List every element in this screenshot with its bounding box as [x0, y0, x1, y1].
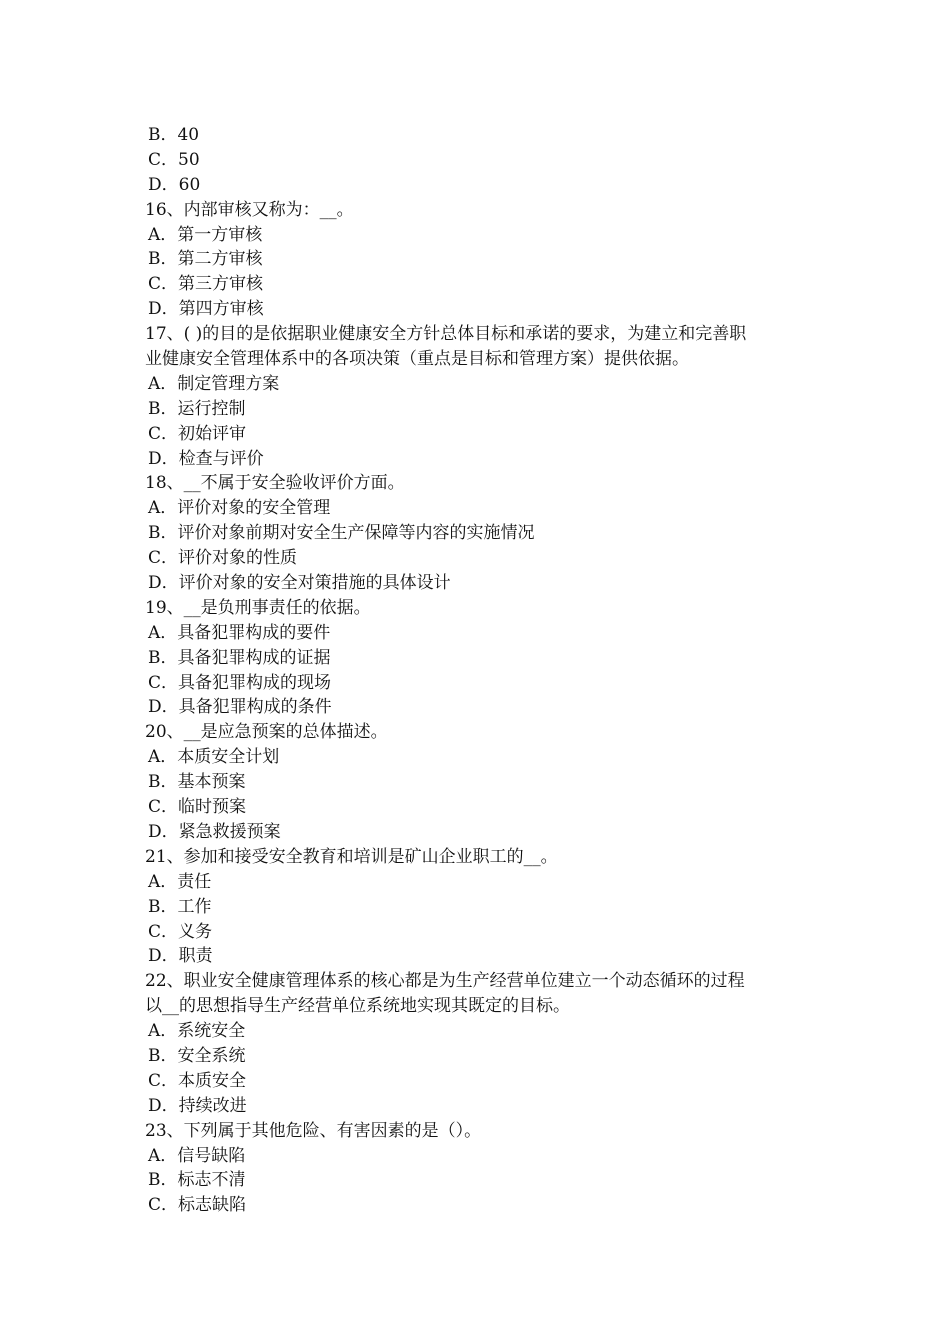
option-line: D．紧急救援预案 [148, 821, 281, 842]
option-line: C．初始评审 [148, 423, 247, 444]
option-line: D．评价对象的安全对策措施的具体设计 [148, 573, 451, 594]
option-line: C．义务 [148, 921, 213, 942]
option-line: B．安全系统 [148, 1045, 246, 1066]
option-line: B．工作 [148, 896, 212, 917]
option-line: A．制定管理方案 [148, 373, 280, 394]
option-line: A．具备犯罪构成的要件 [148, 622, 331, 643]
option-line: B．第二方审核 [148, 249, 263, 270]
document-page [145, 123, 815, 1218]
option-line: B．评价对象前期对安全生产保障等内容的实施情况 [148, 523, 535, 544]
question-line: 19、__是负刑事责任的依据。 [145, 597, 371, 618]
question-line: 21、参加和接受安全教育和培训是矿山企业职工的__。 [145, 846, 558, 867]
option-line: A．责任 [148, 871, 212, 892]
option-line: D．第四方审核 [148, 299, 264, 320]
option-line: C．评价对象的性质 [148, 548, 298, 569]
option-line: B．标志不清 [148, 1170, 246, 1191]
question-line: 16、内部审核又称为：__。 [145, 199, 354, 220]
option-line: B．40 [148, 125, 200, 145]
option-line: C．第三方审核 [148, 274, 264, 295]
option-line: D．持续改进 [148, 1095, 247, 1116]
question-line: 20、__是应急预案的总体描述。 [145, 722, 388, 743]
option-line: B．运行控制 [148, 398, 246, 419]
option-line: A．系统安全 [148, 1021, 246, 1042]
option-line: D．具备犯罪构成的条件 [148, 697, 332, 718]
option-line: C．标志缺陷 [148, 1195, 247, 1216]
question-line: 23、下列属于其他危险、有害因素的是（）。 [145, 1120, 482, 1141]
option-line: C．具备犯罪构成的现场 [148, 672, 332, 693]
question-line: 业健康安全管理体系中的各项决策（重点是目标和管理方案）提供依据。 [145, 349, 689, 370]
option-line: D．检查与评价 [148, 448, 264, 469]
option-line: A．本质安全计划 [148, 747, 280, 768]
option-line: C．临时预案 [148, 797, 247, 818]
option-line: A．第一方审核 [148, 224, 263, 245]
question-line: 以__的思想指导生产经营单位系统地实现其既定的目标。 [145, 996, 570, 1017]
option-line: C．50 [148, 149, 200, 170]
question-line: 17、( )的目的是依据职业健康安全方针总体目标和承诺的要求，为建立和完善职 [145, 324, 747, 345]
question-line: 18、__不属于安全验收评价方面。 [145, 473, 405, 494]
option-line: A．信号缺陷 [148, 1145, 246, 1166]
option-line: C．本质安全 [148, 1070, 247, 1091]
option-line: A．评价对象的安全管理 [148, 498, 331, 519]
option-line: D．职责 [148, 946, 213, 967]
option-line: B．基本预案 [148, 772, 246, 793]
option-line: D．60 [148, 174, 201, 195]
option-line: B．具备犯罪构成的证据 [148, 647, 331, 668]
question-line: 22、职业安全健康管理体系的核心都是为生产经营单位建立一个动态循环的过程 [145, 971, 745, 992]
